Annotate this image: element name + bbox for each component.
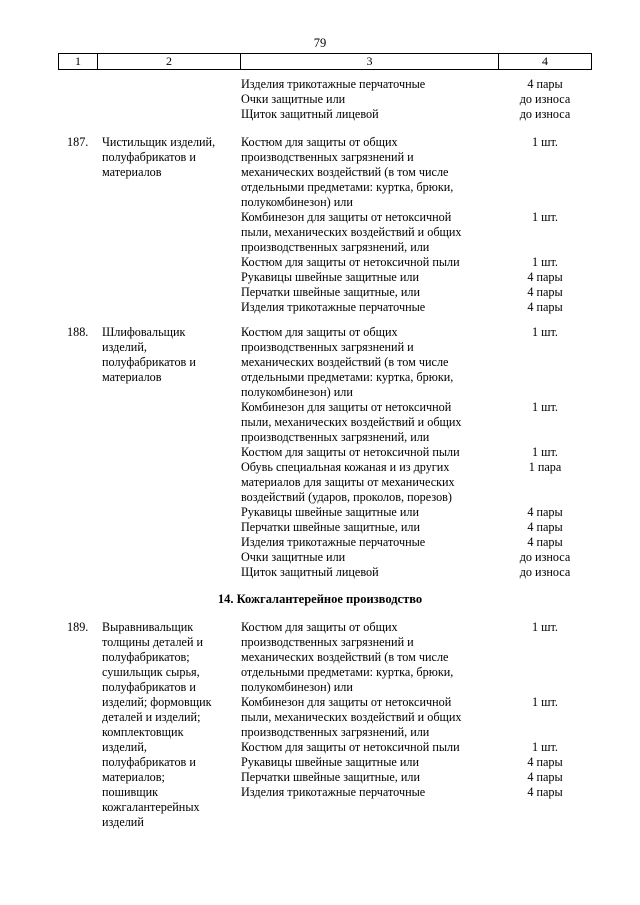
page-number: 79: [313, 36, 327, 50]
header-col-2: 2: [98, 54, 241, 69]
equipment-line: Обувь специальная кожаная и из других: [241, 460, 450, 474]
profession-line: полуфабрикатов и: [102, 755, 196, 769]
equipment-line: Изделия трикотажные перчаточные: [241, 300, 426, 314]
equipment-line: полукомбинезон) или: [241, 385, 353, 399]
quantity: 4 пары: [527, 77, 563, 91]
quantity-list: [505, 135, 585, 315]
equipment-line: Рукавицы швейные защитные или: [241, 755, 419, 769]
quantity: 1 шт.: [532, 210, 558, 224]
equipment-line: пыли, механических воздействий и общих: [241, 225, 462, 239]
equipment-line: Комбинезон для защиты от нетоксичной: [241, 400, 452, 414]
equipment-line: производственных загрязнений, или: [241, 430, 430, 444]
equipment-list: [241, 135, 521, 315]
profession-line: деталей и изделий;: [102, 710, 201, 724]
equipment-line: Рукавицы швейные защитные или: [241, 270, 419, 284]
equipment-line: Перчатки швейные защитные, или: [241, 285, 421, 299]
row-number: 188.: [67, 325, 89, 339]
quantity: 1 шт.: [532, 695, 558, 709]
quantity: 4 пары: [527, 520, 563, 534]
quantity: 4 пары: [527, 535, 563, 549]
profession-line: полуфабрикатов;: [102, 650, 190, 664]
profession-name: [102, 135, 240, 180]
equipment-line: Костюм для защиты от общих: [241, 620, 398, 634]
equipment-line: Перчатки швейные защитные, или: [241, 520, 421, 534]
equipment-line: отдельными предметами: куртка, брюки,: [241, 665, 454, 679]
quantity: 1 шт.: [532, 325, 558, 339]
equipment-line: пыли, механических воздействий и общих: [241, 710, 462, 724]
quantity: 1 шт.: [532, 135, 558, 149]
profession-line: изделий; формовщик: [102, 695, 212, 709]
equipment-line: производственных загрязнений и: [241, 340, 414, 354]
equipment-line: Рукавицы швейные защитные или: [241, 505, 419, 519]
equipment-list: [241, 620, 521, 800]
equipment-line: полукомбинезон) или: [241, 680, 353, 694]
quantity: 1 шт.: [532, 740, 558, 754]
quantity-list: [505, 620, 585, 800]
quantity: 1 пара: [528, 460, 562, 474]
equipment-line: Перчатки швейные защитные, или: [241, 770, 421, 784]
header-col-3: 3: [241, 54, 499, 69]
table-header: [58, 53, 592, 70]
profession-line: Выравнивальщик: [102, 620, 194, 634]
quantity: 4 пары: [527, 285, 563, 299]
equipment-line: механических воздействий (в том числе: [241, 650, 449, 664]
profession-line: толщины деталей и: [102, 635, 204, 649]
quantity: до износа: [519, 107, 571, 121]
equipment-line: воздействий (ударов, проколов, порезов): [241, 490, 452, 504]
row-number: 189.: [67, 620, 89, 634]
equipment-list: [241, 77, 521, 122]
quantity: 1 шт.: [532, 400, 558, 414]
equipment-line: Комбинезон для защиты от нетоксичной: [241, 210, 452, 224]
equipment-line: Костюм для защиты от общих: [241, 325, 398, 339]
quantity: 4 пары: [527, 755, 563, 769]
equipment-line: производственных загрязнений и: [241, 635, 414, 649]
equipment-line: пыли, механических воздействий и общих: [241, 415, 462, 429]
equipment-line: механических воздействий (в том числе: [241, 355, 449, 369]
row-number: 187.: [67, 135, 89, 149]
quantity: до износа: [519, 92, 571, 106]
equipment-line: Щиток защитный лицевой: [241, 565, 379, 579]
profession-line: кожгалантерейных: [102, 800, 200, 814]
profession-line: изделий: [102, 815, 144, 829]
profession-line: материалов;: [102, 770, 165, 784]
equipment-line: Изделия трикотажные перчаточные: [241, 535, 426, 549]
quantity: 4 пары: [527, 300, 563, 314]
profession-line: полуфабрикатов и: [102, 680, 196, 694]
equipment-line: производственных загрязнений и: [241, 150, 414, 164]
equipment-line: механических воздействий (в том числе: [241, 165, 449, 179]
profession-line: изделий,: [102, 340, 147, 354]
quantity: 4 пары: [527, 770, 563, 784]
profession-line: изделий,: [102, 740, 147, 754]
equipment-line: Костюм для защиты от нетоксичной пыли: [241, 740, 460, 754]
equipment-line: Костюм для защиты от общих: [241, 135, 398, 149]
equipment-line: Очки защитные или: [241, 550, 346, 564]
profession-line: материалов: [102, 165, 162, 179]
equipment-line: производственных загрязнений, или: [241, 240, 430, 254]
equipment-line: Изделия трикотажные перчаточные: [241, 77, 426, 91]
header-col-1: 1: [59, 54, 98, 69]
profession-line: полуфабрикатов и: [102, 355, 196, 369]
quantity-list: [505, 77, 585, 122]
profession-name: [102, 620, 240, 830]
equipment-line: Очки защитные или: [241, 92, 346, 106]
profession-line: Шлифовальщик: [102, 325, 186, 339]
profession-line: Чистильщик изделий,: [102, 135, 216, 149]
quantity: 1 шт.: [532, 255, 558, 269]
quantity: до износа: [519, 565, 571, 579]
equipment-line: Комбинезон для защиты от нетоксичной: [241, 695, 452, 709]
header-col-4: 4: [542, 54, 548, 68]
equipment-line: производственных загрязнений, или: [241, 725, 430, 739]
equipment-line: Изделия трикотажные перчаточные: [241, 785, 426, 799]
equipment-line: отдельными предметами: куртка, брюки,: [241, 180, 454, 194]
quantity: до износа: [519, 550, 571, 564]
equipment-line: материалов для защиты от механических: [241, 475, 455, 489]
quantity: 1 шт.: [532, 620, 558, 634]
quantity: 4 пары: [527, 505, 563, 519]
profession-name: [102, 325, 240, 385]
equipment-line: Костюм для защиты от нетоксичной пыли: [241, 255, 460, 269]
equipment-line: отдельными предметами: куртка, брюки,: [241, 370, 454, 384]
profession-line: полуфабрикатов и: [102, 150, 196, 164]
equipment-line: Костюм для защиты от нетоксичной пыли: [241, 445, 460, 459]
equipment-line: полукомбинезон) или: [241, 195, 353, 209]
profession-line: комплектовщик: [102, 725, 184, 739]
quantity: 4 пары: [527, 785, 563, 799]
quantity-list: [505, 325, 585, 580]
quantity: 1 шт.: [532, 445, 558, 459]
profession-line: материалов: [102, 370, 162, 384]
profession-line: сушильщик сырья,: [102, 665, 200, 679]
quantity: 4 пары: [527, 270, 563, 284]
profession-line: пошивщик: [102, 785, 159, 799]
section-title: 14. Кожгалантерейное производство: [217, 592, 423, 606]
equipment-line: Щиток защитный лицевой: [241, 107, 379, 121]
equipment-list: [241, 325, 521, 580]
